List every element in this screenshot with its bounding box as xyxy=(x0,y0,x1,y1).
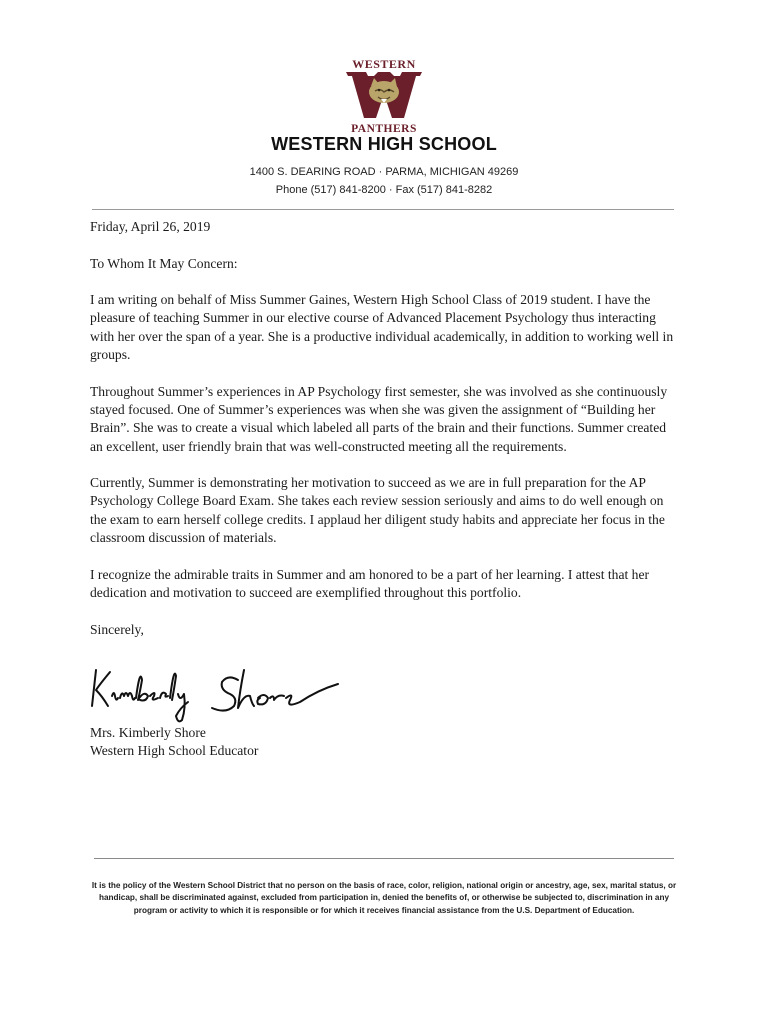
letter-paragraph: Throughout Summer’s experiences in AP Psychology first semester, she was involved as she continuously stayed focused. One of Summer’s experiences was when she was given the assignment of “Building her Brain”. She was to create a visual which labeled all parts of the brain and their functions. Summer created an excellent, user friendly brain that was well-constructed meeting all the requirements. xyxy=(90,383,668,454)
signer-title: Western High School Educator xyxy=(90,743,259,759)
letter-paragraph: I am writing on behalf of Miss Summer Gaines, Western High School Class of 2019 student. I have the pleasure of teaching Summer in our elective course of Advanced Placement Psychology thus interacting with her over the span of a year. She is a productive individual academically, in addition to working well in groups. xyxy=(90,292,674,363)
letter-closing: Sincerely, xyxy=(90,621,144,637)
logo-top-text: WESTERN xyxy=(352,57,416,71)
handwritten-signature xyxy=(88,662,348,724)
letter-paragraph: Currently, Summer is demonstrating her motivation to succeed as we are in full preparation for the AP Psychology College Board Exam. She takes each review session seriously and aims to do well enough on the exam to earn herself college credits. I applaud her diligent study habits and appreciate her focus in the classroom discussion of materials. xyxy=(90,475,665,546)
nondiscrimination-policy: It is the policy of the Western School District that no person on the basis of race, color, religion, national origin or ancestry, age, sex, marital status, or handicap, shall be discriminated against, excluded from participation in, denied the benefits of, or otherwise be subjected to, discrimination in any program or activity to which it is responsible or for which it receives financial assistance from the U.S. Department of Education. xyxy=(91,881,677,915)
western-panthers-logo xyxy=(334,56,434,136)
footer-divider xyxy=(94,858,674,859)
school-phone-fax: Phone (517) 841-8200 · Fax (517) 841-8282 xyxy=(275,184,493,196)
letter-body xyxy=(90,218,680,657)
school-name: WESTERN HIGH SCHOOL xyxy=(271,134,497,154)
header-divider xyxy=(92,209,674,210)
signer-name: Mrs. Kimberly Shore xyxy=(90,725,206,740)
letter-date: Friday, April 26, 2019 xyxy=(90,219,211,234)
signer-block xyxy=(90,724,258,761)
school-address: 1400 S. DEARING ROAD · PARMA, MICHIGAN 49269 xyxy=(249,166,519,178)
letter-paragraph: I recognize the admirable traits in Summer and am honored to be a part of her learning. I attest that her dedication and motivation to succeed are exemplified throughout this portfolio. xyxy=(90,566,650,600)
letter-salutation: To Whom It May Concern: xyxy=(90,255,238,271)
logo-bottom-text: PANTHERS xyxy=(351,123,417,135)
